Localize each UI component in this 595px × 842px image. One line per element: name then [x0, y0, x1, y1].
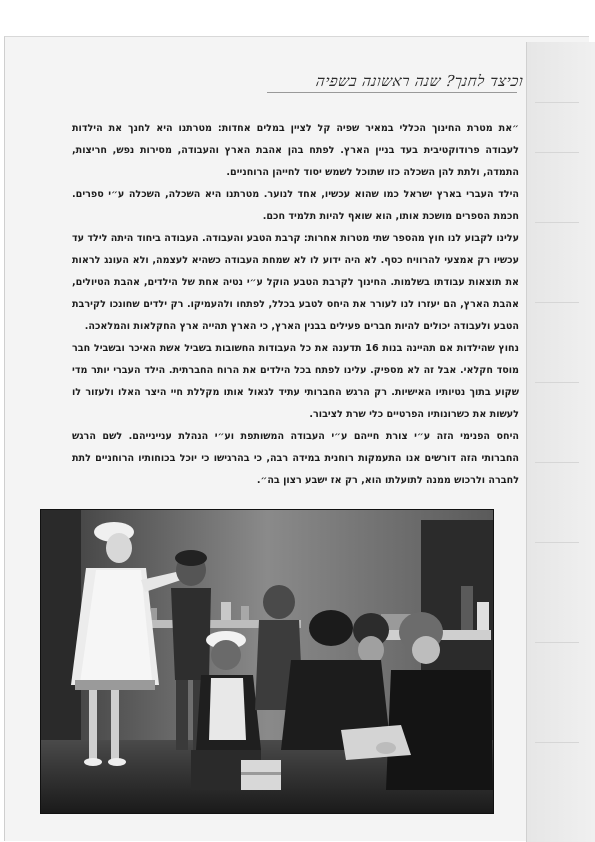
- heading-underline: [267, 92, 517, 93]
- article-body: [72, 118, 519, 492]
- paragraph-2: הילד העברי בארץ ישראל כמו שהוא עכשיו, אחד לנוער. מטרתנו היא השכלה, השכלה ע״י ספרים. חכמת הספרים מושכת אותו, הוא שואף להיות תלמיד חכם.: [72, 189, 519, 222]
- paragraph-5: היחס הפנימי הזה ע״י צורת חייהם ע״י העבודה המשותפת וע״י הנהלת עניינייהם. לשם הרגש החברותי הזה דורשים אנו התעמקות רוחנית במידה רבה, כי בהרגישו כי יוכל בכוחותיו הרוחניים לתת לחברה ולרכוש ממנה לתועלתו הוא, רק אז ישבע רצון בה״.: [72, 431, 519, 486]
- paragraph-1: ״את מטרת החינוך הכללי במאיר שפיה קל לציין במלים אחדות: מטרתנו היא לחנך את הילדות לעבודה פרודוקטיבית בעד בניין הארץ. לפתח בהן אהבת הארץ והעבודה, מסירות נפש, חריצות, התמדה, ולתת להן השכלה כזו שתוכל לשמש יסוד לחייהן הרוחניים.: [72, 123, 519, 178]
- paragraph-3: עלינו לקבוע לנו חוץ מהספר שתי מטרות אחרות: קרבת הטבע והעבודה. העבודה ביחוד היתה לילד עד עכשיו רק אמצעי להרוויח כסף. לא היה ידוע לו לא שמחת העבודה כשהיא לעצמה, ולא העונג לראות את תוצאות עבודתו בשלמות. החינוך לקרבת הטבע הוקל ע״י נטיה אחת של הילדים, אהבת הטיולים, אהבת הארץ, הם יעזרו לנו לעורר את היחס לטבע בכלל, לפתחו ולהעמיקו. רק ילדים שחונכו לקירבת הטבע ולעבודה יכולים להיות חברים פעילים בבנין הארץ, כי הארץ תהייה ארץ החקלאות והמלאכה.: [72, 233, 519, 332]
- photo-illustration: [41, 510, 493, 813]
- handwritten-heading: וכיצד לחנך? שנה ראשונה בשפיה: [314, 72, 525, 90]
- archival-photo: [40, 509, 494, 814]
- paragraph-4: נחוץ שהילדות אם תהיינה בנות 16 תדענה את כל העבודות החשובות בשביל אשת האיכר ובשביל חבר מוסד חקלאי. אבל זה לא מספיק. עלינו לפתח בכל הילדים את הרוח החברתית. הילד העברי יותר מדי שקוע בתוך נטיותיו האישיות. רק הרגש החברותי עתיד לגאול אותו מקללת חיי היצר האלו ולעזור לו לעשות את כשרונותיו הפרטיים כלי שרת לציבור.: [72, 343, 519, 420]
- adjacent-page-edge: [526, 42, 595, 842]
